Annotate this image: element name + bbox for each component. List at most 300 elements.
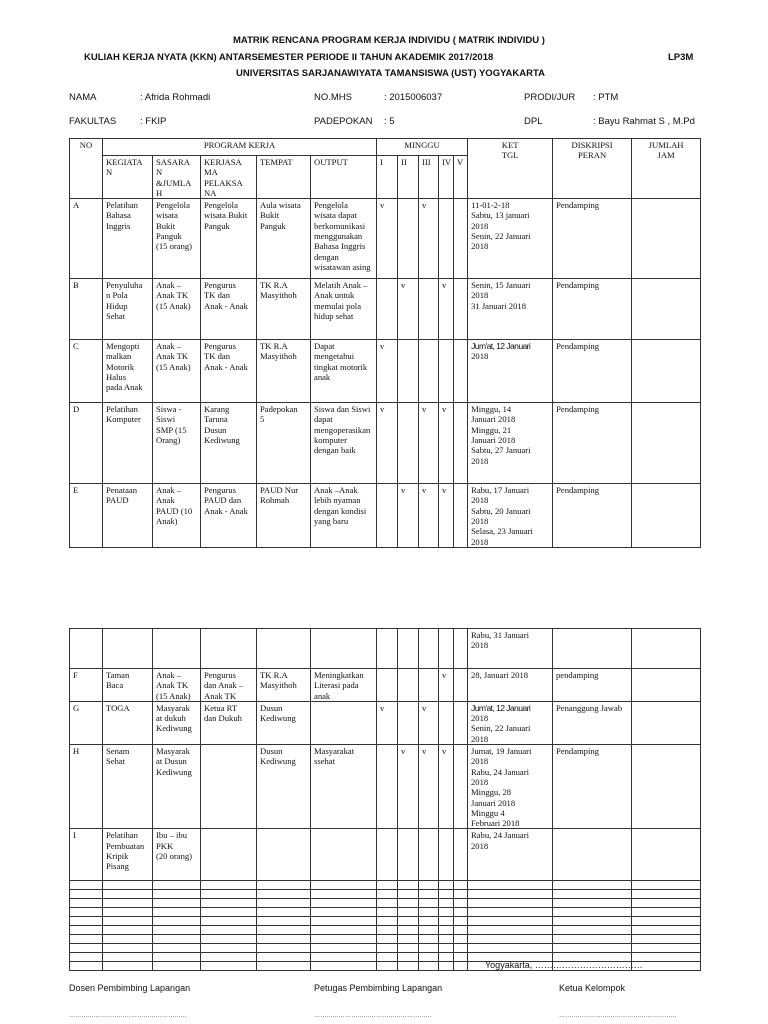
row-jumlah-jam: [632, 669, 701, 702]
head-diskripsi-peran: DISKRIPSI PERAN: [553, 139, 632, 199]
row-sasaran: [153, 926, 201, 935]
row-ket-tgl: [468, 944, 553, 953]
table-row: [70, 279, 701, 340]
row-week-2: [398, 340, 419, 403]
row-output: [311, 890, 377, 899]
row-week-1: [377, 962, 398, 971]
row-sasaran: [153, 899, 201, 908]
row-sasaran: Ibu – ibu PKK (20 orang): [153, 829, 201, 881]
row-sasaran: [153, 917, 201, 926]
row-week-1: [377, 917, 398, 926]
row-peran: [553, 899, 632, 908]
row-ket-tgl: Rabu, 31 Januari 2018: [468, 629, 553, 669]
row-week-2: [398, 953, 419, 962]
row-week-1: [377, 745, 398, 829]
table-row: [70, 199, 701, 279]
row-week-1: v: [377, 199, 398, 279]
row-peran: [553, 935, 632, 944]
row-ket-tgl: [468, 917, 553, 926]
head-minggu: MINGGU: [377, 139, 468, 156]
row-sasaran: Masyarak at Dusun Kediwung: [153, 745, 201, 829]
row-kegiatan: Pelatihan Pembuatan Kripik Pisang: [103, 829, 153, 881]
table-row: [70, 745, 701, 829]
place-date: Yogyakarta, ………………………………: [485, 960, 643, 970]
row-output: [311, 908, 377, 917]
row-kerjasama: Ketua RT dan Dukuh: [201, 701, 257, 744]
row-week-1: v: [377, 701, 398, 744]
row-week-4: [439, 962, 454, 971]
row-output: Siswa dan Siswi dapat mengoperasikan komputer dengan baik: [311, 403, 377, 484]
row-output: [311, 926, 377, 935]
row-output: Anak –Anak lebih nyaman dengan kondisi yang baru: [311, 484, 377, 548]
table-row: [70, 890, 701, 899]
row-kerjasama: [201, 899, 257, 908]
head-week-4: IV: [439, 156, 454, 199]
row-week-1: [377, 908, 398, 917]
row-week-4: v: [439, 484, 454, 548]
row-tempat: [257, 944, 311, 953]
row-week-2: [398, 881, 419, 890]
row-week-2: [398, 944, 419, 953]
row-week-2: [398, 899, 419, 908]
row-kegiatan: [103, 908, 153, 917]
row-week-3: [419, 917, 439, 926]
row-week-4: [439, 917, 454, 926]
row-jumlah-jam: [632, 484, 701, 548]
row-jumlah-jam: [632, 701, 701, 744]
row-week-1: [377, 484, 398, 548]
row-ket-tgl: [468, 935, 553, 944]
row-kegiatan: [103, 917, 153, 926]
row-week-2: v: [398, 279, 419, 340]
row-jumlah-jam: [632, 629, 701, 669]
row-sasaran: Anak – Anak PAUD (10 Anak): [153, 484, 201, 548]
row-no: C: [70, 340, 103, 403]
table-row-continuation: [70, 629, 701, 669]
row-ket-tgl: Rabu, 24 Januari 2018: [468, 829, 553, 881]
table-row: [70, 935, 701, 944]
row-sasaran: [153, 935, 201, 944]
row-week-1: [377, 881, 398, 890]
row-tempat: PAUD Nur Rohmah: [257, 484, 311, 548]
row-week-2: [398, 829, 419, 881]
row-no: D: [70, 403, 103, 484]
dpl-value: : Bayu Rahmat S , M.Pd: [593, 116, 695, 127]
row-week-5: [454, 829, 468, 881]
row-week-4: v: [439, 669, 454, 702]
row-week-1: [377, 926, 398, 935]
row-peran: [553, 881, 632, 890]
row-week-4: [439, 953, 454, 962]
row-peran: Pendamping: [553, 279, 632, 340]
row-tempat: [257, 962, 311, 971]
row-kegiatan: [103, 926, 153, 935]
row-week-2: [398, 629, 419, 669]
row-week-3: [419, 935, 439, 944]
row-week-3: v: [419, 745, 439, 829]
row-kerjasama: [201, 944, 257, 953]
row-week-5: [454, 484, 468, 548]
row-sasaran: [153, 881, 201, 890]
row-week-2: v: [398, 484, 419, 548]
row-ket-tgl: [468, 890, 553, 899]
row-jumlah-jam: [632, 908, 701, 917]
row-output: Dapat mengetahui tingkat motorik anak: [311, 340, 377, 403]
row-no: A: [70, 199, 103, 279]
row-no: [70, 917, 103, 926]
row-tempat: [257, 890, 311, 899]
row-no: B: [70, 279, 103, 340]
row-week-5: [454, 962, 468, 971]
row-week-2: [398, 917, 419, 926]
row-sasaran: [153, 944, 201, 953]
row-kegiatan: Pelatihan Komputer: [103, 403, 153, 484]
row-kerjasama: [201, 935, 257, 944]
row-kegiatan: [103, 935, 153, 944]
padepokan-value: : 5: [384, 116, 395, 127]
row-week-4: [439, 908, 454, 917]
prodi-value: : PTM: [593, 92, 619, 103]
row-no: [70, 935, 103, 944]
row-week-3: v: [419, 701, 439, 744]
row-week-1: [377, 953, 398, 962]
head-week-3: III: [419, 156, 439, 199]
row-kegiatan: Penyuluha n Pola Hidup Sehat: [103, 279, 153, 340]
row-no: F: [70, 669, 103, 702]
row-week-1: [377, 944, 398, 953]
row-week-3: [419, 669, 439, 702]
row-peran: [553, 926, 632, 935]
head-ket-tgl: KET TGL: [468, 139, 553, 199]
row-no: [70, 962, 103, 971]
row-tempat: [257, 935, 311, 944]
row-sasaran: Masyarak at dukuh Kediwung: [153, 701, 201, 744]
ketua-signature-line: …………………………………………………: [559, 1013, 677, 1019]
nama-label: NAMA: [69, 92, 97, 103]
table-row: [70, 669, 701, 702]
row-week-5: [454, 917, 468, 926]
row-tempat: Dusun Kediwung: [257, 745, 311, 829]
row-week-3: [419, 629, 439, 669]
row-jumlah-jam: [632, 899, 701, 908]
row-jumlah-jam: [632, 199, 701, 279]
row-ket-tgl: Senin, 15 Januari 2018 31 Januari 2018: [468, 279, 553, 340]
row-tempat: [257, 917, 311, 926]
row-week-2: v: [398, 745, 419, 829]
row-kegiatan: [103, 899, 153, 908]
row-week-1: v: [377, 403, 398, 484]
dpl-label: DPL: [524, 116, 543, 127]
row-week-1: v: [377, 340, 398, 403]
row-output: [311, 629, 377, 669]
row-output: [311, 953, 377, 962]
row-ket-tgl: Minggu, 14 Januari 2018 Minggu, 21 Januari 2018 Sabtu, 27 Januari 2018: [468, 403, 553, 484]
table-row: [70, 926, 701, 935]
nomhs-label: NO.MHS: [314, 92, 352, 103]
petugas-signature-line: …………………………………………………: [314, 1013, 432, 1019]
row-week-5: [454, 629, 468, 669]
row-kerjasama: Karang Taruna Dusun Kediwung: [201, 403, 257, 484]
head-week-1: I: [377, 156, 398, 199]
row-week-4: [439, 944, 454, 953]
university-name: UNIVERSITAS SARJANAWIYATA TAMANSISWA (UST) YOGYAKARTA: [236, 68, 545, 79]
row-output: [311, 917, 377, 926]
row-week-5: [454, 881, 468, 890]
row-jumlah-jam: [632, 745, 701, 829]
row-week-1: [377, 279, 398, 340]
doc-title: MATRIK RENCANA PROGRAM KERJA INDIVIDU ( MATRIK INDIVIDU ): [233, 35, 545, 46]
row-ket-tgl: 11-01-2-18 Sabtu, 13 januari 2018 Senin, 22 Januari 2018: [468, 199, 553, 279]
row-week-5: [454, 701, 468, 744]
row-week-4: [439, 340, 454, 403]
row-no: [70, 944, 103, 953]
row-week-4: [439, 701, 454, 744]
row-kerjasama: Pengurus TK dan Anak - Anak: [201, 279, 257, 340]
table-row: [70, 899, 701, 908]
row-kegiatan: Senam Sehat: [103, 745, 153, 829]
row-jumlah-jam: [632, 279, 701, 340]
row-tempat: TK R.A Masyithoh: [257, 340, 311, 403]
row-kerjasama: [201, 829, 257, 881]
row-jumlah-jam: [632, 881, 701, 890]
row-week-5: [454, 199, 468, 279]
row-week-3: v: [419, 199, 439, 279]
row-peran: Pendamping: [553, 403, 632, 484]
row-week-1: [377, 669, 398, 702]
row-week-1: [377, 890, 398, 899]
fakultas-label: FAKULTAS: [69, 116, 117, 127]
row-jumlah-jam: [632, 829, 701, 881]
head-no: NO: [70, 139, 103, 199]
row-output: [311, 829, 377, 881]
row-week-3: [419, 340, 439, 403]
row-sasaran: [153, 890, 201, 899]
row-no: I: [70, 829, 103, 881]
row-week-5: [454, 899, 468, 908]
row-sasaran: [153, 908, 201, 917]
row-output: Meningkatkan Literasi pada anak: [311, 669, 377, 702]
row-week-2: [398, 403, 419, 484]
row-kegiatan: [103, 890, 153, 899]
row-week-4: [439, 829, 454, 881]
row-week-2: [398, 701, 419, 744]
row-no: [70, 953, 103, 962]
row-ket-tgl: [468, 899, 553, 908]
matrix-table-page2: [69, 628, 701, 971]
row-jumlah-jam: [632, 935, 701, 944]
row-week-1: [377, 935, 398, 944]
fakultas-value: : FKIP: [140, 116, 167, 127]
row-kegiatan: Taman Baca: [103, 669, 153, 702]
row-tempat: Padepokan 5: [257, 403, 311, 484]
row-ket-tgl: 28, Januari 2018: [468, 669, 553, 702]
row-week-3: [419, 881, 439, 890]
row-week-5: [454, 403, 468, 484]
head-kegiatan: KEGIATA N: [103, 156, 153, 199]
row-sasaran: Anak – Anak TK (15 Anak): [153, 340, 201, 403]
doc-subtitle: KULIAH KERJA NYATA (KKN) ANTARSEMESTER PERIODE II TAHUN AKADEMIK 2017/2018: [84, 52, 494, 63]
row-week-1: [377, 829, 398, 881]
row-kerjasama: Pengurus dan Anak – Anak TK: [201, 669, 257, 702]
row-sasaran: [153, 962, 201, 971]
row-week-4: [439, 199, 454, 279]
row-peran: [553, 944, 632, 953]
table-row: [70, 881, 701, 890]
row-kerjasama: [201, 962, 257, 971]
row-week-5: [454, 908, 468, 917]
padepokan-label: PADEPOKAN: [314, 116, 373, 127]
row-peran: Pendamping: [553, 340, 632, 403]
row-kegiatan: TOGA: [103, 701, 153, 744]
row-peran: Pendamping: [553, 745, 632, 829]
row-week-1: [377, 899, 398, 908]
row-week-3: [419, 890, 439, 899]
row-peran: [553, 908, 632, 917]
row-week-2: [398, 908, 419, 917]
row-sasaran: [153, 629, 201, 669]
row-sasaran: Pengelola wisata Bukit Panguk (15 orang): [153, 199, 201, 279]
head-week-5: V: [454, 156, 468, 199]
row-week-4: v: [439, 403, 454, 484]
table-row: [70, 917, 701, 926]
row-kegiatan: Pelatihan Bahasa Inggris: [103, 199, 153, 279]
row-no: [70, 908, 103, 917]
row-jumlah-jam: [632, 403, 701, 484]
row-kerjasama: [201, 917, 257, 926]
row-week-2: [398, 962, 419, 971]
row-week-4: [439, 629, 454, 669]
head-sasaran: SASARA N &JUMLA H: [153, 156, 201, 199]
row-week-4: v: [439, 745, 454, 829]
row-tempat: [257, 908, 311, 917]
row-week-3: [419, 944, 439, 953]
row-ket-tgl: Jum'at, 12 Januari 2018 Senin, 22 Januari 2018: [468, 701, 553, 744]
row-week-5: [454, 279, 468, 340]
row-ket-tgl: [468, 881, 553, 890]
row-ket-tgl: [468, 926, 553, 935]
row-tempat: [257, 953, 311, 962]
row-output: Masyarakat ssehat: [311, 745, 377, 829]
row-week-5: [454, 890, 468, 899]
row-no: [70, 926, 103, 935]
head-week-2: II: [398, 156, 419, 199]
row-week-5: [454, 926, 468, 935]
nomhs-value: : 2015006037: [384, 92, 443, 103]
row-kegiatan: [103, 962, 153, 971]
row-no: [70, 629, 103, 669]
row-jumlah-jam: [632, 944, 701, 953]
row-kerjasama: [201, 629, 257, 669]
row-kerjasama: Pengelola wisata Bukit Panguk: [201, 199, 257, 279]
row-peran: [553, 917, 632, 926]
row-week-5: [454, 953, 468, 962]
row-week-3: v: [419, 484, 439, 548]
row-week-4: v: [439, 279, 454, 340]
row-kerjasama: [201, 890, 257, 899]
dosen-pembimbing-label: Dosen Pembimbing Lapangan: [69, 983, 191, 993]
row-tempat: [257, 899, 311, 908]
row-no: [70, 899, 103, 908]
row-week-3: [419, 953, 439, 962]
row-week-2: [398, 926, 419, 935]
row-tempat: Dusun Kediwung: [257, 701, 311, 744]
row-week-3: [419, 962, 439, 971]
row-kerjasama: [201, 881, 257, 890]
ketua-kelompok-label: Ketua Kelompok: [559, 983, 626, 993]
table-row: [70, 484, 701, 548]
row-kerjasama: Pengurus TK dan Anak - Anak: [201, 340, 257, 403]
row-week-4: [439, 935, 454, 944]
table-row: [70, 701, 701, 744]
row-output: Pengelola wisata dapat berkomunikasi menggunakan Bahasa Inggris dengan wisatawan asing: [311, 199, 377, 279]
table-row: [70, 829, 701, 881]
nama-value: : Afrida Rohmadi: [140, 92, 211, 103]
row-week-2: [398, 669, 419, 702]
row-week-5: [454, 340, 468, 403]
row-tempat: TK R.A Masyithoh: [257, 279, 311, 340]
row-week-4: [439, 890, 454, 899]
row-output: [311, 701, 377, 744]
row-week-2: [398, 935, 419, 944]
row-ket-tgl: Rabu, 17 Januari 2018 Sabtu, 20 Januari 2018 Selasa, 23 Januari 2018: [468, 484, 553, 548]
row-no: [70, 890, 103, 899]
row-week-3: [419, 899, 439, 908]
row-tempat: [257, 629, 311, 669]
row-kegiatan: Penataan PAUD: [103, 484, 153, 548]
row-sasaran: Siswa - Siswi SMP (15 Orang): [153, 403, 201, 484]
head-jumlah-jam: JUMLAH JAM: [632, 139, 701, 199]
row-output: [311, 899, 377, 908]
row-week-5: [454, 745, 468, 829]
row-sasaran: [153, 953, 201, 962]
row-tempat: [257, 829, 311, 881]
row-kegiatan: Mengopti malkan Motorik Halus pada Anak: [103, 340, 153, 403]
table-row: [70, 340, 701, 403]
prodi-label: PRODI/JUR: [524, 92, 576, 103]
row-ket-tgl-first: Jum'at, 12 Januari: [471, 341, 531, 352]
row-week-3: [419, 279, 439, 340]
row-jumlah-jam: [632, 340, 701, 403]
row-no: E: [70, 484, 103, 548]
row-tempat: [257, 926, 311, 935]
row-peran: [553, 890, 632, 899]
row-week-3: [419, 829, 439, 881]
row-kerjasama: [201, 926, 257, 935]
row-peran: [553, 629, 632, 669]
row-kegiatan: [103, 953, 153, 962]
head-kerjasama: KERJASA MA PELAKSA NA: [201, 156, 257, 199]
matrix-table-page1: [69, 138, 701, 548]
row-kerjasama: [201, 745, 257, 829]
row-week-3: [419, 908, 439, 917]
row-peran: [553, 829, 632, 881]
dosen-signature-line: …………………………………………………: [69, 1013, 187, 1019]
row-peran: Pendamping: [553, 484, 632, 548]
row-ket-tgl: Jumat, 19 Januari 2018 Rabu, 24 Januari 2018 Minggu, 28 Januari 2018 Minggu 4 Februari 2018: [468, 745, 553, 829]
row-sasaran: Anak – Anak TK (15 Anak): [153, 279, 201, 340]
row-kegiatan: [103, 629, 153, 669]
row-week-5: [454, 935, 468, 944]
row-ket-tgl: Jum'at, 12 Januari 2018: [468, 340, 553, 403]
row-week-3: [419, 926, 439, 935]
row-week-4: [439, 881, 454, 890]
row-ket-tgl-first: Jum'at, 12 Januari: [471, 702, 531, 713]
row-jumlah-jam: [632, 926, 701, 935]
table-row: [70, 944, 701, 953]
head-output: OUTPUT: [311, 156, 377, 199]
row-peran: Pendamping: [553, 199, 632, 279]
row-no: H: [70, 745, 103, 829]
